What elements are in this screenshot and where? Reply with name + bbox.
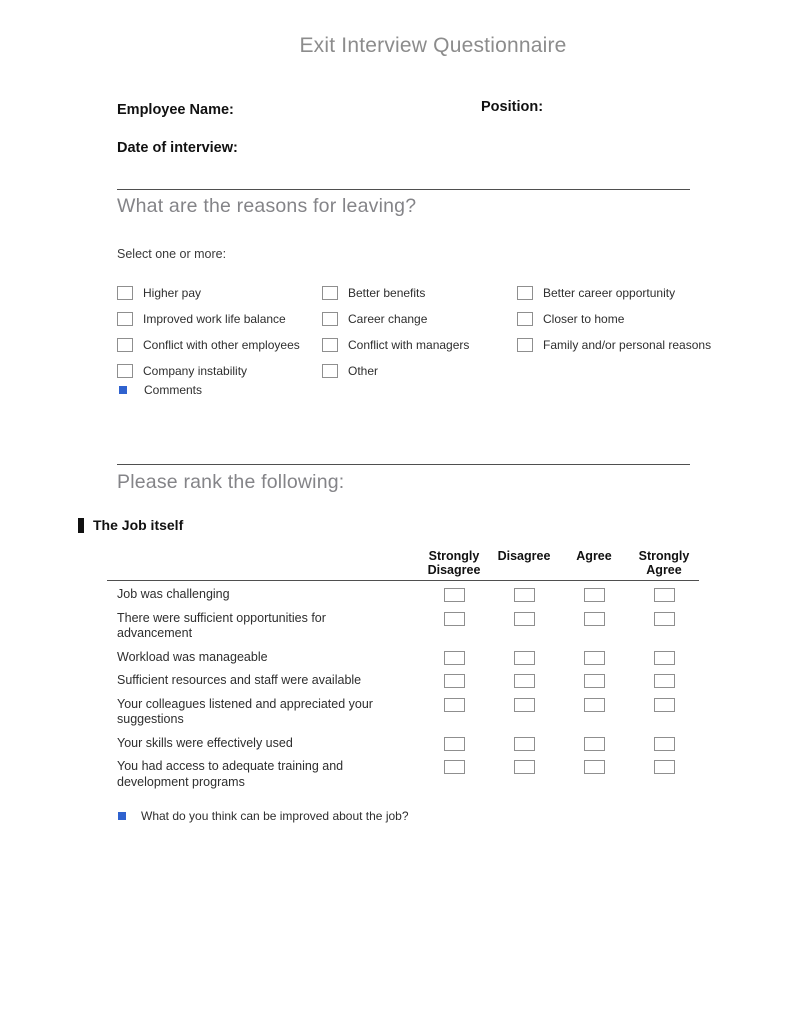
rating-table-body [107, 587, 699, 790]
rating-checkbox[interactable] [514, 760, 535, 774]
column-header-strongly-disagree: Strongly Disagree [427, 549, 481, 577]
reason-checkbox[interactable] [322, 286, 338, 300]
reason-checkbox[interactable] [322, 312, 338, 326]
reason-label: Closer to home [543, 312, 625, 326]
rating-checkbox[interactable] [444, 612, 465, 626]
rating-checkbox[interactable] [654, 651, 675, 665]
rating-checkbox[interactable] [584, 651, 605, 665]
reason-option [517, 286, 711, 300]
rating-table [107, 549, 699, 798]
rating-checkbox[interactable] [444, 698, 465, 712]
rating-checkbox[interactable] [654, 760, 675, 774]
table-row [107, 673, 699, 689]
reason-checkbox[interactable] [517, 286, 533, 300]
divider [117, 464, 690, 465]
rating-checkbox[interactable] [514, 651, 535, 665]
job-itself-label: The Job itself [93, 517, 184, 533]
page-title: Exit Interview Questionnaire [299, 34, 567, 57]
rating-cell [629, 587, 699, 602]
table-row [107, 587, 699, 603]
reason-option [322, 312, 517, 326]
job-itself-section [78, 517, 183, 533]
position-label: Position: [481, 99, 544, 115]
reason-label: Family and/or personal reasons [543, 338, 712, 352]
rating-cell [489, 587, 559, 602]
rating-checkbox[interactable] [654, 737, 675, 751]
date-of-interview-label: Date of interview: [117, 140, 238, 156]
reason-checkbox[interactable] [517, 338, 533, 352]
reason-option [117, 286, 322, 300]
rating-checkbox[interactable] [514, 674, 535, 688]
rating-cell [629, 650, 699, 665]
column-header-agree: Agree [576, 549, 612, 563]
rating-checkbox[interactable] [584, 612, 605, 626]
rating-checkbox[interactable] [444, 588, 465, 602]
bullet-square-icon [119, 386, 127, 394]
rating-row-label: There were sufficient opportunities for advancement [117, 610, 326, 640]
rating-checkbox[interactable] [444, 737, 465, 751]
reason-label: Better career opportunity [543, 286, 676, 300]
header-spacer [107, 549, 419, 577]
rating-cell [419, 650, 489, 665]
rating-cell [419, 736, 489, 751]
reason-label: Higher pay [143, 286, 202, 300]
rating-row-label: Your colleagues listened and appreciated your suggestions [117, 696, 373, 726]
reason-label: Conflict with other employees [143, 338, 300, 352]
rating-cell [629, 759, 699, 774]
rating-cell [419, 587, 489, 602]
rating-cell [629, 697, 699, 712]
rating-cell [489, 650, 559, 665]
rating-row-label: Sufficient resources and staff were available [117, 673, 362, 687]
reason-option [322, 338, 517, 352]
reason-option [117, 338, 322, 352]
rating-row-label: Your skills were effectively used [117, 735, 293, 750]
reason-option [117, 312, 322, 326]
rating-cell [489, 759, 559, 774]
ranking-section-heading: Please rank the following: [117, 471, 345, 493]
rating-cell [559, 611, 629, 626]
rating-cell [419, 697, 489, 712]
rating-checkbox[interactable] [514, 698, 535, 712]
rating-row-label: Job was challenging [117, 587, 230, 601]
reason-option [117, 364, 322, 378]
rating-cell [629, 611, 699, 626]
rating-checkbox[interactable] [444, 674, 465, 688]
reason-option [517, 312, 711, 326]
rating-cell [419, 673, 489, 688]
rating-checkbox[interactable] [654, 674, 675, 688]
reason-checkbox[interactable] [117, 364, 133, 378]
rating-checkbox[interactable] [514, 612, 535, 626]
rating-cell [559, 650, 629, 665]
divider [117, 189, 690, 190]
rating-cell [629, 736, 699, 751]
rating-checkbox[interactable] [584, 760, 605, 774]
rating-cell [559, 759, 629, 774]
rating-cell [559, 697, 629, 712]
rating-row-label: You had access to adequate training and development programs [117, 759, 344, 789]
reasons-checkbox-grid [117, 280, 712, 384]
column-header-disagree: Disagree [497, 549, 551, 563]
rating-cell [559, 736, 629, 751]
rating-table-header [107, 549, 699, 581]
rating-checkbox[interactable] [584, 698, 605, 712]
reason-label: Career change [348, 312, 428, 326]
rating-cell [489, 736, 559, 751]
bullet-square-icon [118, 812, 126, 820]
table-row [107, 697, 699, 728]
rating-cell [559, 673, 629, 688]
section-marker-icon [78, 518, 84, 533]
reasons-section-heading: What are the reasons for leaving? [117, 195, 417, 217]
rating-cell [419, 611, 489, 626]
rating-row-label: Workload was manageable [117, 649, 268, 664]
rating-cell [489, 611, 559, 626]
reason-label: Conflict with managers [348, 338, 470, 352]
rating-cell [489, 697, 559, 712]
rating-cell [559, 587, 629, 602]
rating-checkbox[interactable] [514, 737, 535, 751]
table-row [107, 650, 699, 666]
improvement-question-item [118, 809, 409, 823]
rating-checkbox[interactable] [444, 760, 465, 774]
rating-checkbox[interactable] [514, 588, 535, 602]
reason-checkbox[interactable] [117, 312, 133, 326]
rating-cell [629, 673, 699, 688]
table-row [107, 736, 699, 752]
employee-name-label: Employee Name: [117, 102, 234, 118]
reason-option [517, 338, 711, 352]
rating-checkbox[interactable] [444, 651, 465, 665]
table-row [107, 611, 699, 642]
reason-label: Improved work life balance [143, 312, 286, 326]
rating-checkbox[interactable] [654, 698, 675, 712]
comments-item [119, 383, 202, 397]
reason-checkbox[interactable] [322, 338, 338, 352]
reason-checkbox[interactable] [322, 364, 338, 378]
rating-checkbox[interactable] [654, 612, 675, 626]
reason-checkbox[interactable] [517, 312, 533, 326]
rating-checkbox[interactable] [584, 588, 605, 602]
improvement-question-label: What do you think can be improved about the job? [141, 809, 409, 823]
reason-option [322, 364, 517, 378]
rating-checkbox[interactable] [654, 588, 675, 602]
reason-option [322, 286, 517, 300]
reason-label: Better benefits [348, 286, 426, 300]
reason-checkbox[interactable] [117, 338, 133, 352]
reason-label: Other [348, 364, 379, 378]
reason-checkbox[interactable] [117, 286, 133, 300]
column-header-strongly-agree: Strongly Agree [638, 549, 690, 577]
rating-checkbox[interactable] [584, 737, 605, 751]
rating-cell [489, 673, 559, 688]
table-row [107, 759, 699, 790]
reasons-instruction: Select one or more: [117, 247, 227, 261]
rating-cell [419, 759, 489, 774]
comments-label: Comments [144, 383, 203, 397]
rating-checkbox[interactable] [584, 674, 605, 688]
reason-label: Company instability [143, 364, 248, 378]
